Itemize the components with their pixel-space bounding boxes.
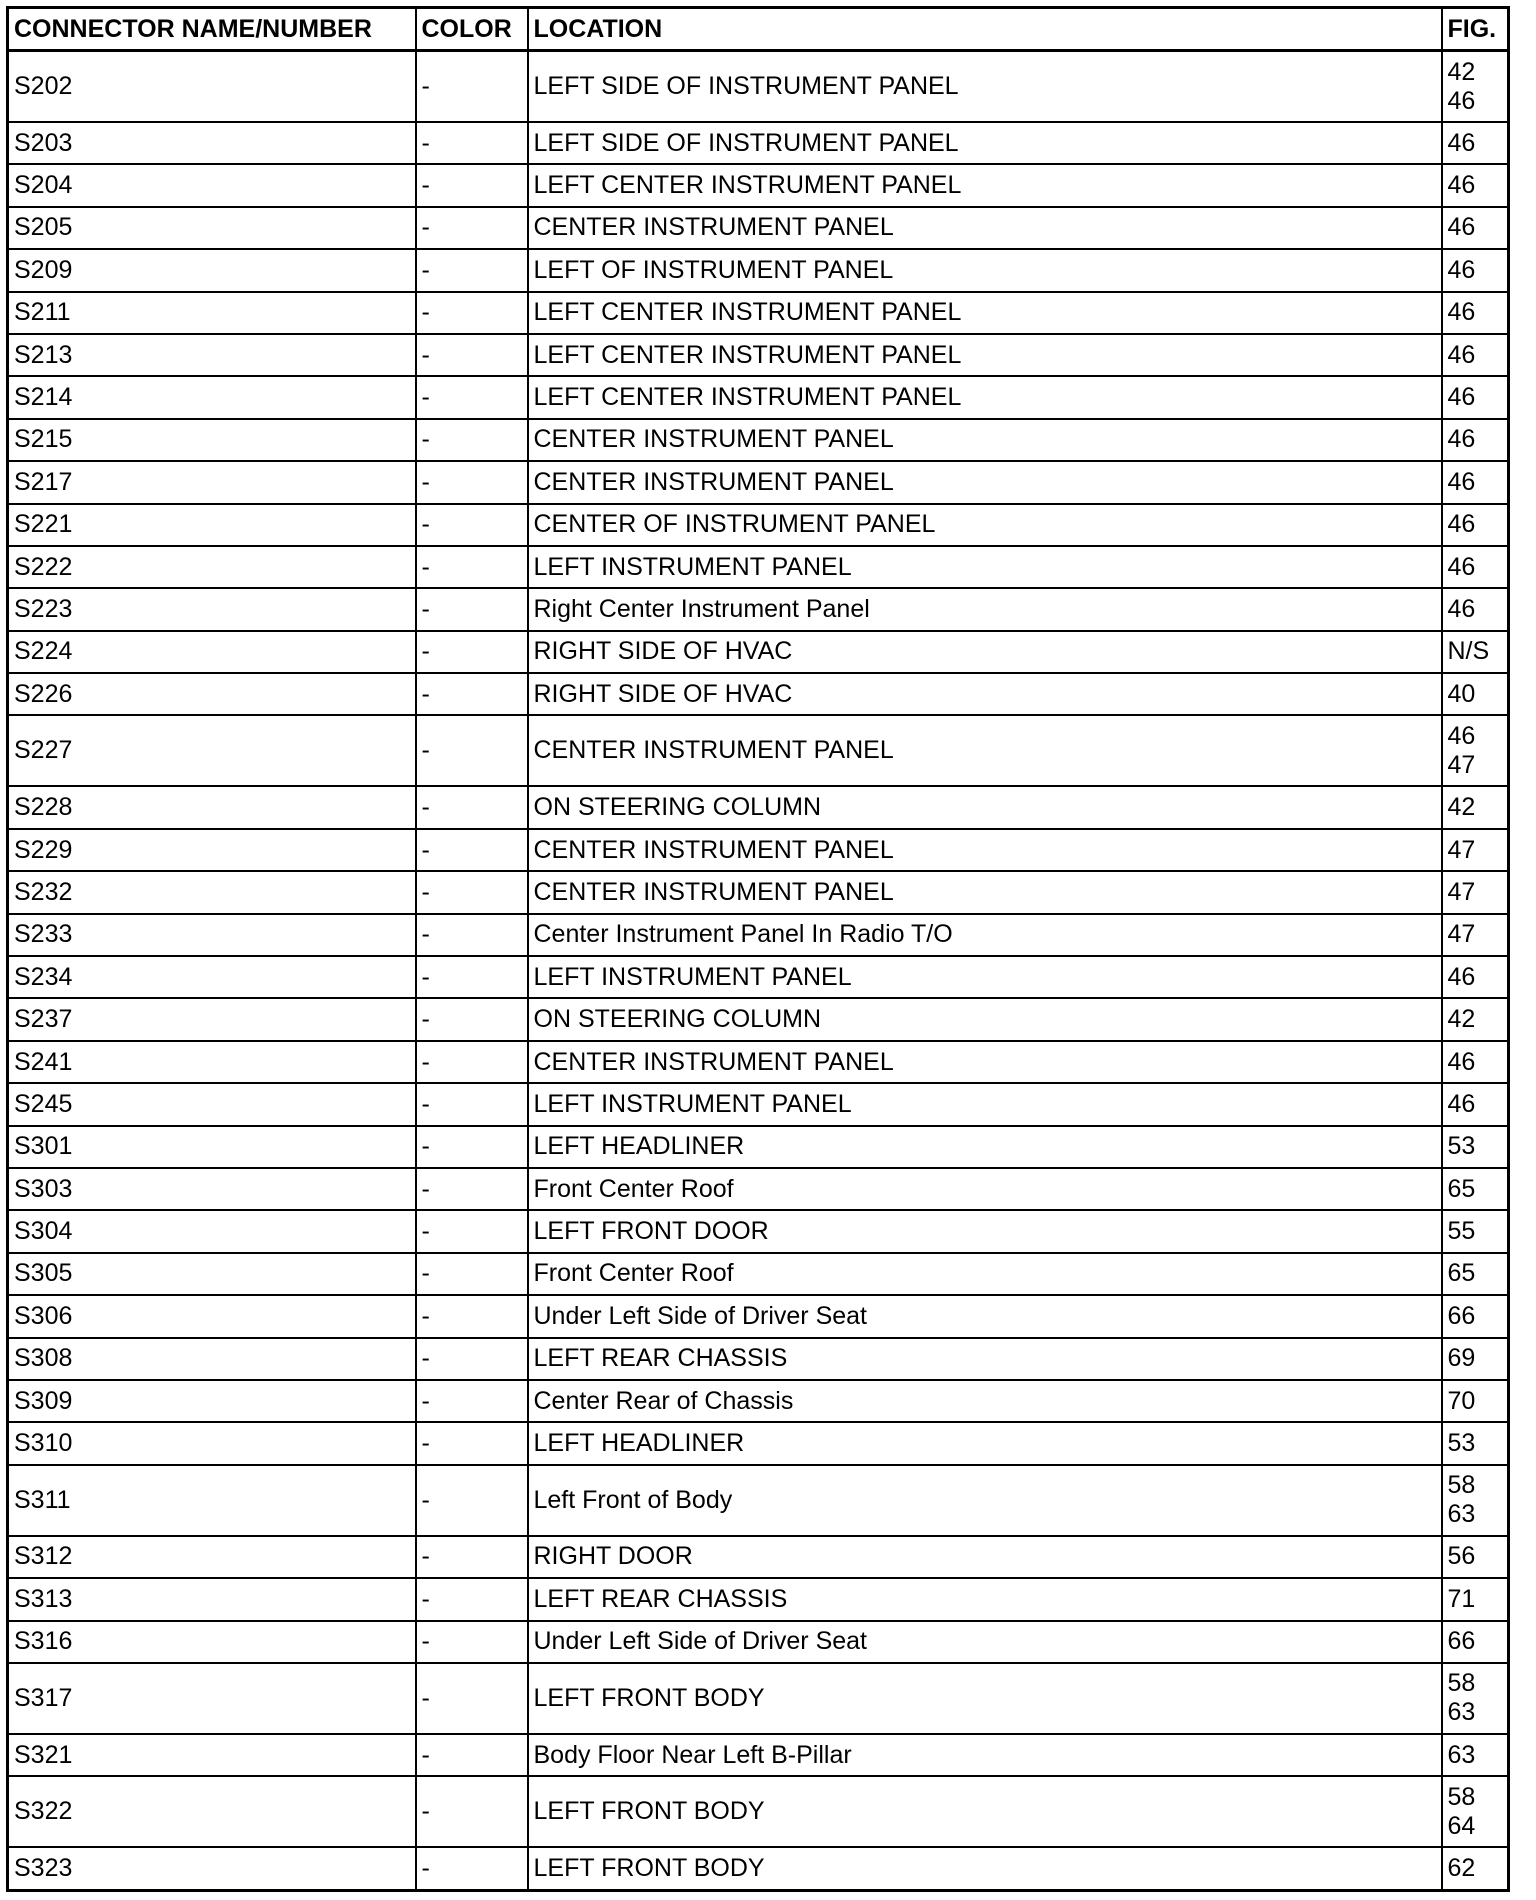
connector-name-cell: S312 xyxy=(8,1536,416,1578)
location-cell: LEFT CENTER INSTRUMENT PANEL xyxy=(528,292,1442,334)
color-cell: - xyxy=(416,1663,528,1734)
location-cell: Under Left Side of Driver Seat xyxy=(528,1621,1442,1663)
location-cell: CENTER INSTRUMENT PANEL xyxy=(528,419,1442,461)
fig-number: 46 xyxy=(1447,128,1476,157)
color-cell: - xyxy=(416,1126,528,1168)
fig-number: 65 xyxy=(1447,1174,1476,1203)
table-row xyxy=(8,829,1509,871)
connector-name-cell: S316 xyxy=(8,1621,416,1663)
fig-cell xyxy=(1442,249,1509,291)
table-row xyxy=(8,673,1509,715)
table-body xyxy=(8,51,1509,1891)
table-row xyxy=(8,914,1509,956)
location-cell: CENTER INSTRUMENT PANEL xyxy=(528,207,1442,249)
fig-number: 71 xyxy=(1447,1584,1476,1613)
connector-name-cell: S323 xyxy=(8,1847,416,1890)
location-cell: LEFT FRONT DOOR xyxy=(528,1210,1442,1252)
connector-name-cell: S202 xyxy=(8,51,416,123)
color-cell: - xyxy=(416,376,528,418)
table-row xyxy=(8,1041,1509,1083)
location-cell: LEFT INSTRUMENT PANEL xyxy=(528,956,1442,998)
location-cell: RIGHT SIDE OF HVAC xyxy=(528,673,1442,715)
color-cell: - xyxy=(416,914,528,956)
connector-name-cell: S305 xyxy=(8,1253,416,1295)
connector-name-cell: S321 xyxy=(8,1734,416,1776)
fig-cell xyxy=(1442,786,1509,828)
connector-name-cell: S226 xyxy=(8,673,416,715)
color-cell: - xyxy=(416,715,528,786)
fig-number: 42 xyxy=(1447,1005,1476,1034)
fig-cell xyxy=(1442,673,1509,715)
location-cell: CENTER INSTRUMENT PANEL xyxy=(528,715,1442,786)
connector-name-cell: S241 xyxy=(8,1041,416,1083)
location-cell: CENTER INSTRUMENT PANEL xyxy=(528,871,1442,913)
color-cell: - xyxy=(416,1083,528,1125)
table-row xyxy=(8,588,1509,630)
connector-name-cell: S227 xyxy=(8,715,416,786)
location-cell: LEFT FRONT BODY xyxy=(528,1663,1442,1734)
table-row xyxy=(8,1465,1509,1536)
table-row xyxy=(8,1168,1509,1210)
fig-number: 46 xyxy=(1447,510,1476,539)
location-cell: Center Rear of Chassis xyxy=(528,1380,1442,1422)
fig-cell xyxy=(1442,51,1509,123)
fig-cell xyxy=(1442,715,1509,786)
fig-cell xyxy=(1442,998,1509,1040)
connector-name-cell: S211 xyxy=(8,292,416,334)
fig-number: 66 xyxy=(1447,1627,1476,1656)
location-cell: ON STEERING COLUMN xyxy=(528,786,1442,828)
fig-number: 47 xyxy=(1447,835,1476,864)
color-cell: - xyxy=(416,1338,528,1380)
location-cell: Right Center Instrument Panel xyxy=(528,588,1442,630)
fig-cell xyxy=(1442,1422,1509,1464)
fig-cell xyxy=(1442,1041,1509,1083)
connector-name-cell: S221 xyxy=(8,504,416,546)
fig-cell xyxy=(1442,1210,1509,1252)
fig-number: 55 xyxy=(1447,1217,1476,1246)
color-cell: - xyxy=(416,956,528,998)
location-cell: Body Floor Near Left B-Pillar xyxy=(528,1734,1442,1776)
color-cell: - xyxy=(416,1621,528,1663)
table-row xyxy=(8,1380,1509,1422)
connector-name-cell: S232 xyxy=(8,871,416,913)
fig-number: 46 xyxy=(1447,425,1476,454)
table-row xyxy=(8,1776,1509,1847)
fig-cell xyxy=(1442,292,1509,334)
fig-number: 56 xyxy=(1447,1542,1476,1571)
location-cell: LEFT FRONT BODY xyxy=(528,1776,1442,1847)
connector-name-cell: S223 xyxy=(8,588,416,630)
fig-cell xyxy=(1442,871,1509,913)
fig-number: 46 xyxy=(1447,1089,1476,1118)
table-row xyxy=(8,1210,1509,1252)
table-row xyxy=(8,504,1509,546)
color-cell: - xyxy=(416,461,528,503)
color-cell: - xyxy=(416,1734,528,1776)
color-cell: - xyxy=(416,419,528,461)
table-row xyxy=(8,122,1509,164)
connector-name-cell: S215 xyxy=(8,419,416,461)
table-row xyxy=(8,1083,1509,1125)
fig-cell xyxy=(1442,1465,1509,1536)
fig-number: 63 xyxy=(1447,1500,1476,1529)
table-row xyxy=(8,51,1509,123)
table-row xyxy=(8,998,1509,1040)
color-cell: - xyxy=(416,998,528,1040)
fig-cell xyxy=(1442,207,1509,249)
fig-cell xyxy=(1442,1663,1509,1734)
fig-number: 46 xyxy=(1447,171,1476,200)
fig-number: 46 xyxy=(1447,721,1476,750)
fig-number: 70 xyxy=(1447,1386,1476,1415)
connector-name-cell: S209 xyxy=(8,249,416,291)
color-cell: - xyxy=(416,546,528,588)
connector-name-cell: S308 xyxy=(8,1338,416,1380)
fig-number: 47 xyxy=(1447,750,1476,779)
fig-cell xyxy=(1442,1380,1509,1422)
table-row xyxy=(8,1253,1509,1295)
connector-name-cell: S204 xyxy=(8,164,416,206)
fig-number: 58 xyxy=(1447,1471,1476,1500)
fig-number: 63 xyxy=(1447,1740,1476,1769)
color-cell: - xyxy=(416,829,528,871)
table-row xyxy=(8,1295,1509,1337)
fig-number: 46 xyxy=(1447,298,1476,327)
connector-table xyxy=(6,6,1510,1892)
location-cell: Left Front of Body xyxy=(528,1465,1442,1536)
connector-name-cell: S309 xyxy=(8,1380,416,1422)
fig-number: 46 xyxy=(1447,467,1476,496)
connector-name-cell: S310 xyxy=(8,1422,416,1464)
fig-number: 47 xyxy=(1447,877,1476,906)
table-row xyxy=(8,207,1509,249)
fig-number: 58 xyxy=(1447,1669,1476,1698)
connector-name-cell: S233 xyxy=(8,914,416,956)
fig-number: 42 xyxy=(1447,793,1476,822)
table-row xyxy=(8,376,1509,418)
fig-number: 69 xyxy=(1447,1344,1476,1373)
location-cell: LEFT HEADLINER xyxy=(528,1422,1442,1464)
fig-number: 64 xyxy=(1447,1811,1476,1840)
location-cell: LEFT CENTER INSTRUMENT PANEL xyxy=(528,164,1442,206)
color-cell: - xyxy=(416,1295,528,1337)
connector-name-cell: S311 xyxy=(8,1465,416,1536)
fig-number: 46 xyxy=(1447,86,1476,115)
location-cell: LEFT CENTER INSTRUMENT PANEL xyxy=(528,376,1442,418)
color-cell: - xyxy=(416,1380,528,1422)
color-cell: - xyxy=(416,588,528,630)
location-cell: RIGHT SIDE OF HVAC xyxy=(528,631,1442,673)
connector-name-cell: S214 xyxy=(8,376,416,418)
color-cell: - xyxy=(416,207,528,249)
table-row xyxy=(8,249,1509,291)
color-cell: - xyxy=(416,504,528,546)
fig-cell xyxy=(1442,1578,1509,1620)
location-cell: LEFT SIDE OF INSTRUMENT PANEL xyxy=(528,122,1442,164)
fig-number: 42 xyxy=(1447,57,1476,86)
fig-cell xyxy=(1442,1168,1509,1210)
header-location: LOCATION xyxy=(528,8,1442,51)
location-cell: CENTER INSTRUMENT PANEL xyxy=(528,829,1442,871)
fig-cell xyxy=(1442,1083,1509,1125)
fig-number: 47 xyxy=(1447,920,1476,949)
table-row xyxy=(8,1536,1509,1578)
fig-cell xyxy=(1442,829,1509,871)
connector-name-cell: S304 xyxy=(8,1210,416,1252)
color-cell: - xyxy=(416,631,528,673)
connector-name-cell: S228 xyxy=(8,786,416,828)
header-row xyxy=(8,8,1509,51)
color-cell: - xyxy=(416,334,528,376)
fig-cell xyxy=(1442,376,1509,418)
fig-cell xyxy=(1442,1621,1509,1663)
connector-name-cell: S301 xyxy=(8,1126,416,1168)
location-cell: CENTER OF INSTRUMENT PANEL xyxy=(528,504,1442,546)
color-cell: - xyxy=(416,1536,528,1578)
location-cell: Front Center Roof xyxy=(528,1168,1442,1210)
table-row xyxy=(8,164,1509,206)
connector-name-cell: S313 xyxy=(8,1578,416,1620)
fig-cell xyxy=(1442,631,1509,673)
color-cell: - xyxy=(416,1210,528,1252)
fig-cell xyxy=(1442,1253,1509,1295)
location-cell: CENTER INSTRUMENT PANEL xyxy=(528,461,1442,503)
connector-name-cell: S322 xyxy=(8,1776,416,1847)
color-cell: - xyxy=(416,871,528,913)
location-cell: Under Left Side of Driver Seat xyxy=(528,1295,1442,1337)
table-row xyxy=(8,715,1509,786)
table-row xyxy=(8,1847,1509,1890)
location-cell: LEFT REAR CHASSIS xyxy=(528,1578,1442,1620)
color-cell: - xyxy=(416,164,528,206)
location-cell: LEFT INSTRUMENT PANEL xyxy=(528,546,1442,588)
fig-cell xyxy=(1442,1338,1509,1380)
location-cell: Front Center Roof xyxy=(528,1253,1442,1295)
table-row xyxy=(8,871,1509,913)
table-row xyxy=(8,1734,1509,1776)
color-cell: - xyxy=(416,1465,528,1536)
fig-number: 53 xyxy=(1447,1429,1476,1458)
fig-cell xyxy=(1442,504,1509,546)
color-cell: - xyxy=(416,1168,528,1210)
connector-name-cell: S317 xyxy=(8,1663,416,1734)
connector-name-cell: S213 xyxy=(8,334,416,376)
location-cell: LEFT HEADLINER xyxy=(528,1126,1442,1168)
location-cell: LEFT OF INSTRUMENT PANEL xyxy=(528,249,1442,291)
color-cell: - xyxy=(416,786,528,828)
table-row xyxy=(8,1621,1509,1663)
connector-name-cell: S229 xyxy=(8,829,416,871)
location-cell: LEFT INSTRUMENT PANEL xyxy=(528,1083,1442,1125)
fig-cell xyxy=(1442,956,1509,998)
color-cell: - xyxy=(416,1776,528,1847)
location-cell: RIGHT DOOR xyxy=(528,1536,1442,1578)
color-cell: - xyxy=(416,51,528,123)
color-cell: - xyxy=(416,673,528,715)
fig-number: 46 xyxy=(1447,213,1476,242)
fig-cell xyxy=(1442,1126,1509,1168)
location-cell: LEFT SIDE OF INSTRUMENT PANEL xyxy=(528,51,1442,123)
table-row xyxy=(8,1422,1509,1464)
location-cell: LEFT REAR CHASSIS xyxy=(528,1338,1442,1380)
fig-number: 65 xyxy=(1447,1259,1476,1288)
fig-number: N/S xyxy=(1447,637,1490,666)
fig-number: 58 xyxy=(1447,1782,1476,1811)
color-cell: - xyxy=(416,1422,528,1464)
table-row xyxy=(8,786,1509,828)
table-row xyxy=(8,1578,1509,1620)
fig-number: 66 xyxy=(1447,1301,1476,1330)
table-row xyxy=(8,546,1509,588)
fig-cell xyxy=(1442,461,1509,503)
fig-number: 46 xyxy=(1447,340,1476,369)
fig-number: 40 xyxy=(1447,679,1476,708)
table-row xyxy=(8,334,1509,376)
fig-cell xyxy=(1442,419,1509,461)
color-cell: - xyxy=(416,1253,528,1295)
fig-number: 63 xyxy=(1447,1698,1476,1727)
color-cell: - xyxy=(416,1041,528,1083)
table-row xyxy=(8,461,1509,503)
connector-name-cell: S245 xyxy=(8,1083,416,1125)
header-fig: FIG. xyxy=(1442,8,1509,51)
location-cell: CENTER INSTRUMENT PANEL xyxy=(528,1041,1442,1083)
fig-cell xyxy=(1442,546,1509,588)
fig-number: 46 xyxy=(1447,594,1476,623)
connector-name-cell: S237 xyxy=(8,998,416,1040)
color-cell: - xyxy=(416,249,528,291)
fig-cell xyxy=(1442,1536,1509,1578)
connector-name-cell: S203 xyxy=(8,122,416,164)
table-row xyxy=(8,631,1509,673)
fig-cell xyxy=(1442,914,1509,956)
fig-cell xyxy=(1442,122,1509,164)
connector-name-cell: S306 xyxy=(8,1295,416,1337)
location-cell: LEFT CENTER INSTRUMENT PANEL xyxy=(528,334,1442,376)
fig-number: 46 xyxy=(1447,962,1476,991)
color-cell: - xyxy=(416,1847,528,1890)
table-row xyxy=(8,1338,1509,1380)
fig-cell xyxy=(1442,1776,1509,1847)
connector-name-cell: S217 xyxy=(8,461,416,503)
fig-cell xyxy=(1442,1734,1509,1776)
location-cell: LEFT FRONT BODY xyxy=(528,1847,1442,1890)
location-cell: Center Instrument Panel In Radio T/O xyxy=(528,914,1442,956)
fig-cell xyxy=(1442,588,1509,630)
connector-name-cell: S205 xyxy=(8,207,416,249)
location-cell: ON STEERING COLUMN xyxy=(528,998,1442,1040)
color-cell: - xyxy=(416,292,528,334)
header-color: COLOR xyxy=(416,8,528,51)
connector-name-cell: S222 xyxy=(8,546,416,588)
fig-cell xyxy=(1442,1295,1509,1337)
fig-number: 46 xyxy=(1447,255,1476,284)
fig-cell xyxy=(1442,164,1509,206)
fig-number: 46 xyxy=(1447,1047,1476,1076)
table-row xyxy=(8,292,1509,334)
fig-cell xyxy=(1442,1847,1509,1890)
connector-name-cell: S303 xyxy=(8,1168,416,1210)
fig-cell xyxy=(1442,334,1509,376)
fig-number: 46 xyxy=(1447,552,1476,581)
table-row xyxy=(8,1663,1509,1734)
color-cell: - xyxy=(416,122,528,164)
table-row xyxy=(8,1126,1509,1168)
color-cell: - xyxy=(416,1578,528,1620)
table-row xyxy=(8,956,1509,998)
fig-number: 62 xyxy=(1447,1853,1476,1882)
table-row xyxy=(8,419,1509,461)
fig-number: 46 xyxy=(1447,383,1476,412)
fig-number: 53 xyxy=(1447,1132,1476,1161)
connector-name-cell: S234 xyxy=(8,956,416,998)
header-connector: CONNECTOR NAME/NUMBER xyxy=(8,8,416,51)
connector-name-cell: S224 xyxy=(8,631,416,673)
